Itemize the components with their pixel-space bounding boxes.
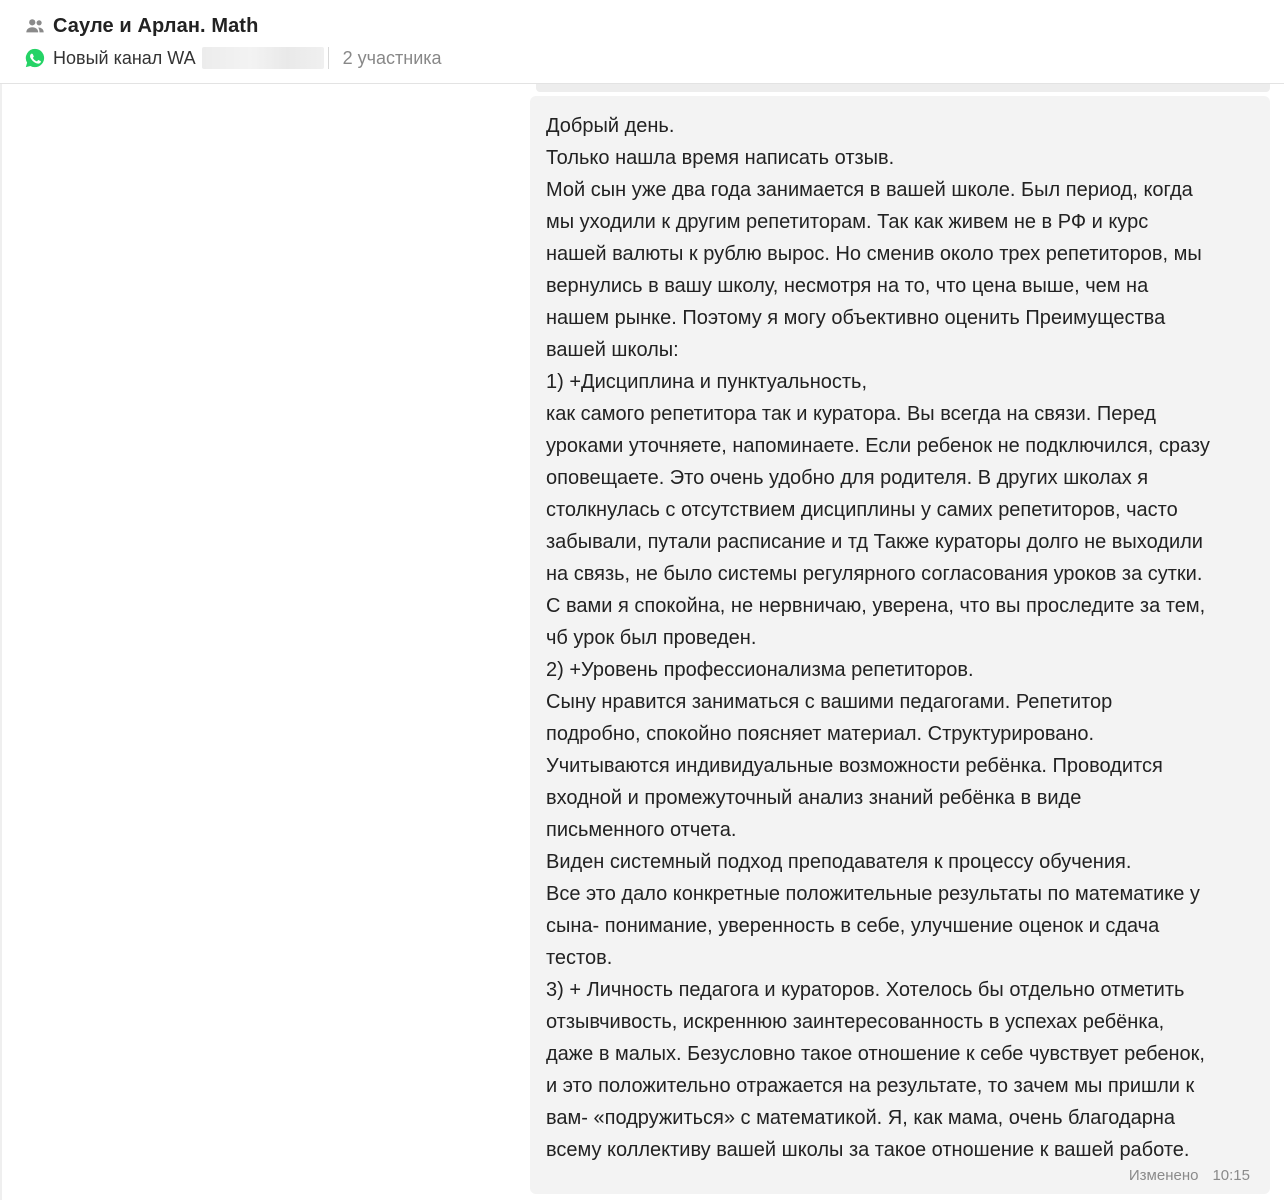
edited-label: Изменено <box>1128 1167 1199 1184</box>
message-line: вашей школы: <box>546 339 679 361</box>
message-line: Сыну нравится заниматься с вашими педагогами. Репетитор <box>546 691 1113 713</box>
message-line: нашем рынке. Поэтому я могу объективно оценить Преимущества <box>546 307 1166 329</box>
message-line: Мой сын уже два года занимается в вашей школе. Был период, когда <box>546 179 1193 201</box>
message-text <box>546 110 1254 1166</box>
message-line: письменного отчета. <box>546 819 737 841</box>
message-line: уроками уточняете, напоминаете. Если ребенок не подключился, сразу <box>546 435 1210 457</box>
message-line: как самого репетитора так и куратора. Вы всегда на связи. Перед <box>546 403 1156 425</box>
message-line: оповещаете. Это очень удобно для родителя. В других школах я <box>546 467 1149 489</box>
whatsapp-icon <box>24 47 46 69</box>
message-line: тестов. <box>546 947 613 969</box>
chat-title: Сауле и Арлан. Math <box>53 14 259 37</box>
message-line: столкнулась с отсутствием дисциплины у самих репетиторов, часто <box>546 499 1178 521</box>
previous-message-edge <box>536 84 1270 92</box>
chat-subtitle-row <box>24 46 442 70</box>
message-line: входной и промежуточный анализ знаний ребёнка в виде <box>546 787 1082 809</box>
message-line: Учитываются индивидуальные возможности ребёнка. Проводится <box>546 755 1163 777</box>
message-line: мы уходили к другим репетиторам. Так как живем не в РФ и курс <box>546 211 1149 233</box>
channel-name: Новый канал WA <box>53 47 196 68</box>
message-line: Виден системный подход преподавателя к процессу обучения. <box>546 851 1132 873</box>
message-line: всему коллективу вашей школы за такое отношение к вашей работе. <box>546 1139 1190 1161</box>
message-line: Только нашла время написать отзыв. <box>546 147 895 169</box>
message-line: Добрый день. <box>546 115 675 137</box>
message-line: на связь, не было системы регулярного согласования уроков за сутки. <box>546 563 1203 585</box>
message-time: 10:15 <box>1212 1167 1250 1184</box>
message-line: даже в малых. Безусловно такое отношение к себе чувствует ребенок, <box>546 1043 1205 1065</box>
members-count[interactable]: 2 участника <box>342 47 442 68</box>
chat-list-edge <box>0 84 2 1200</box>
message-line: нашей валюты к рублю вырос. Но сменив около трех репетиторов, мы <box>546 243 1202 265</box>
message-line: 2) +Уровень профессионализма репетиторов. <box>546 659 974 681</box>
chat-header <box>0 0 1284 84</box>
message-line: 1) +Дисциплина и пунктуальность, <box>546 371 868 393</box>
message-line: Все это дало конкретные положительные результаты по математике у <box>546 883 1200 905</box>
message-line: 3) + Личность педагога и кураторов. Хотелось бы отдельно отметить <box>546 979 1185 1001</box>
redacted-phone-number <box>202 47 324 69</box>
divider <box>328 47 329 69</box>
people-icon <box>24 15 46 37</box>
message-line: С вами я спокойна, не нервничаю, уверена, что вы проследите за тем, <box>546 595 1206 617</box>
message-line: сына- понимание, уверенность в себе, улучшение оценок и сдача <box>546 915 1160 937</box>
message-bubble[interactable] <box>530 96 1270 1194</box>
message-line: и это положительно отражается на результате, то зачем мы пришли к <box>546 1075 1195 1097</box>
message-line: забывали, путали расписание и тд Также кураторы долго не выходили <box>546 531 1203 553</box>
message-line: вам- «подружиться» с математикой. Я, как мама, очень благодарна <box>546 1107 1176 1129</box>
chat-title-row[interactable] <box>24 13 258 39</box>
message-line: вернулись в вашу школу, несмотря на то, что цена выше, чем на <box>546 275 1149 297</box>
message-line: чб урок был проведен. <box>546 627 757 649</box>
message-meta <box>1129 1167 1250 1184</box>
message-line: отзывчивость, искреннюю заинтересованность в успехах ребёнка, <box>546 1011 1165 1033</box>
message-line: подробно, спокойно поясняет материал. Структурировано. <box>546 723 1095 745</box>
